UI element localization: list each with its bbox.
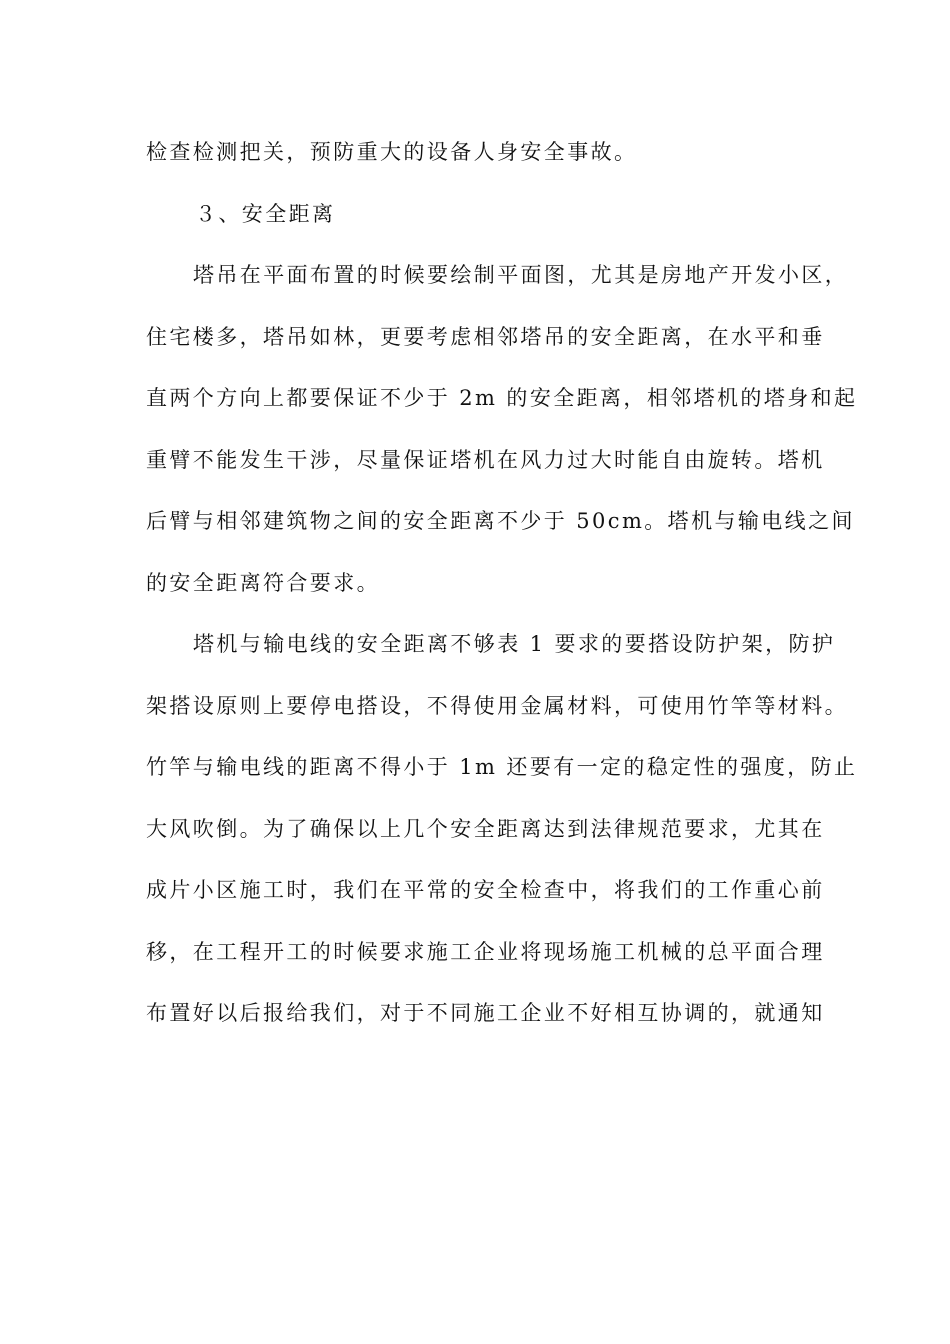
paragraph-line: 成片小区施工时，我们在平常的安全检查中，将我们的工作重心前 [146, 878, 825, 902]
paragraph-line: 直两个方向上都要保证不少于 2m 的安全距离，相邻塔机的塔身和起 [146, 386, 858, 410]
paragraph-line: 塔吊在平面布置的时候要绘制平面图，尤其是房地产开发小区， [193, 263, 849, 287]
paragraph-line: 竹竿与输电线的距离不得小于 1m 还要有一定的稳定性的强度，防止 [146, 755, 858, 779]
paragraph-line: 移，在工程开工的时候要求施工企业将现场施工机械的总平面合理 [146, 940, 825, 964]
section-heading: ３、安全距离 [195, 202, 336, 226]
paragraph-line: 后臂与相邻建筑物之间的安全距离不少于 50cm。塔机与输电线之间 [146, 509, 855, 533]
paragraph-line: 住宅楼多，塔吊如林，更要考虑相邻塔吊的安全距离，在水平和垂 [146, 325, 825, 349]
paragraph-line: 的安全距离符合要求。 [146, 571, 380, 595]
paragraph-line: 架搭设原则上要停电搭设，不得使用金属材料，可使用竹竿等材料。 [146, 694, 848, 718]
paragraph-line: 重臂不能发生干涉，尽量保证塔机在风力过大时能自由旋转。塔机 [146, 448, 825, 472]
paragraph-line: 大风吹倒。为了确保以上几个安全距离达到法律规范要求，尤其在 [146, 817, 825, 841]
paragraph-line: 布置好以后报给我们，对于不同施工企业不好相互协调的，就通知 [146, 1001, 825, 1025]
paragraph-line: 塔机与输电线的安全距离不够表 1 要求的要搭设防护架，防护 [193, 632, 836, 656]
paragraph-line: 检查检测把关，预防重大的设备人身安全事故。 [146, 140, 638, 164]
